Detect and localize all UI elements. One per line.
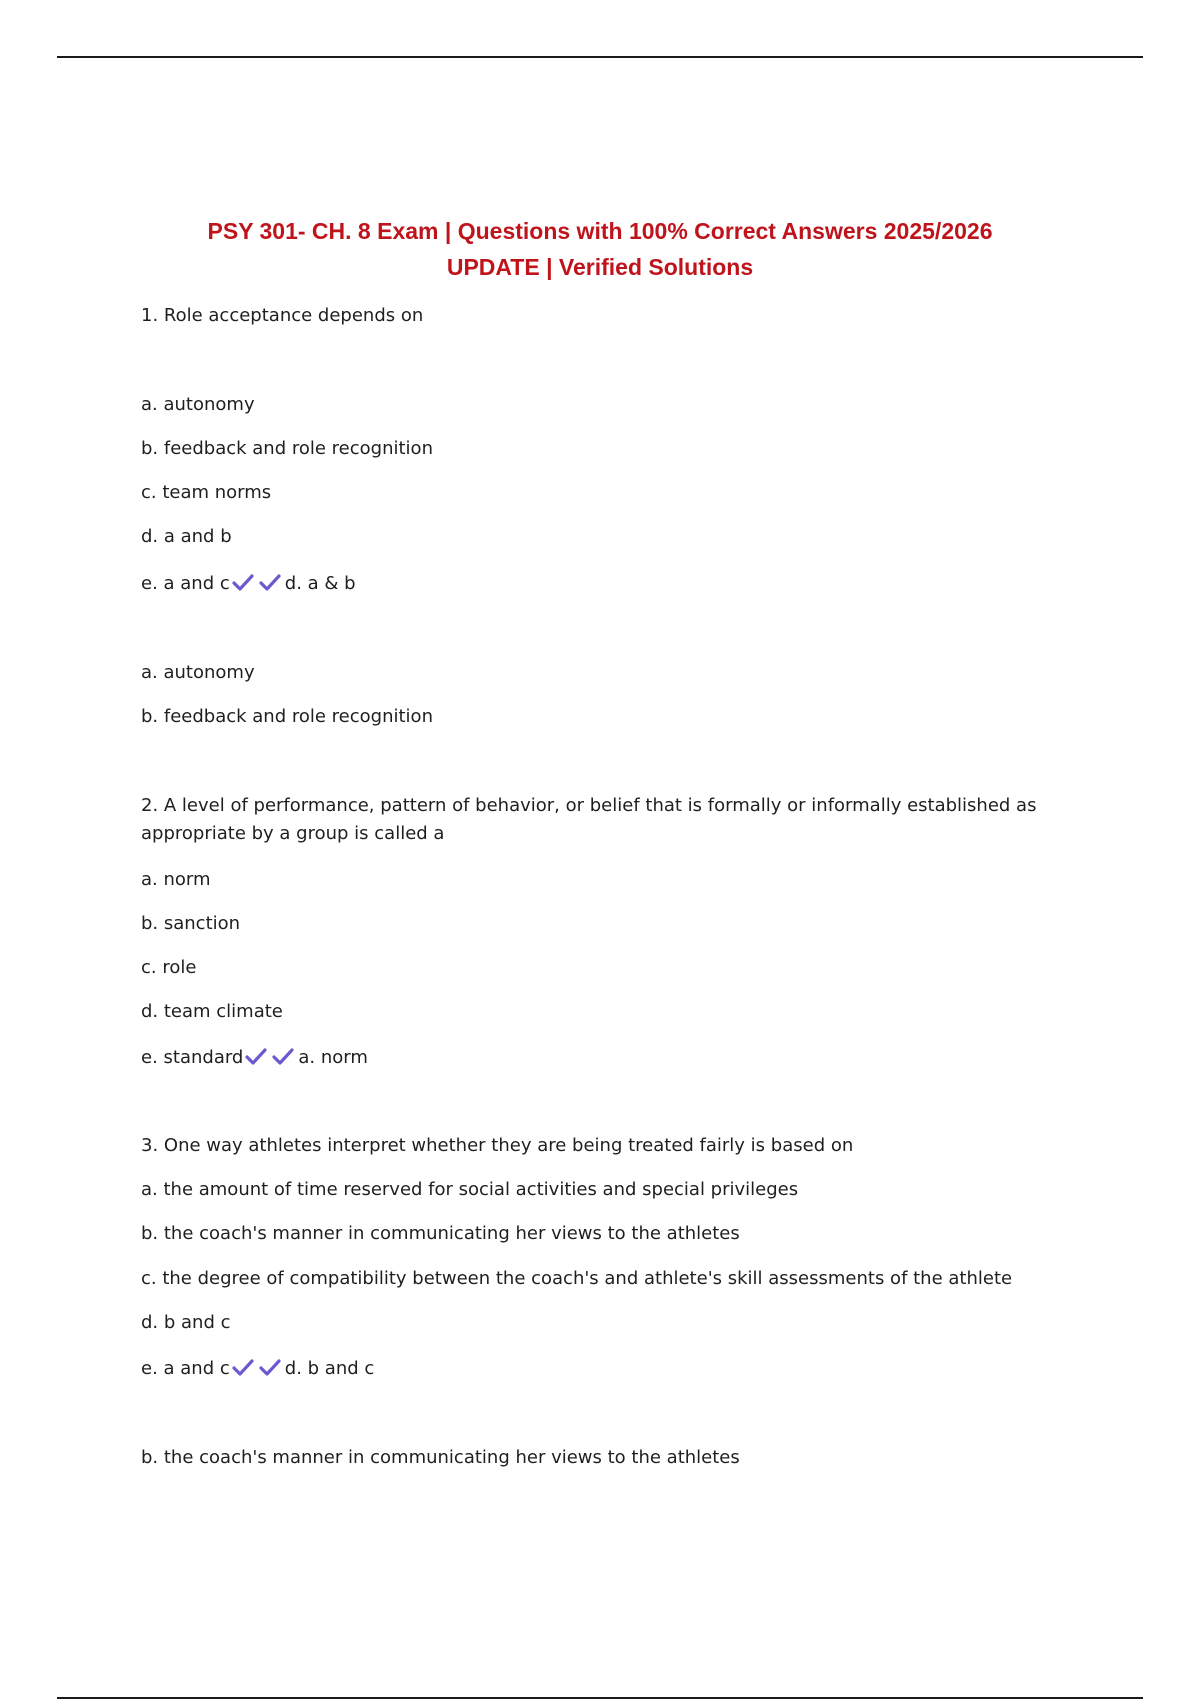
check-mark-icon bbox=[259, 1358, 281, 1376]
check-mark-icon bbox=[232, 1358, 254, 1376]
check-mark-icon bbox=[259, 573, 281, 591]
title-line-2: UPDATE | Verified Solutions bbox=[446, 254, 754, 280]
document-title bbox=[120, 213, 1080, 285]
correct-answer: d. a & b bbox=[284, 573, 356, 594]
option-a: a. the amount of time reserved for social activities and special privileges bbox=[141, 1179, 799, 1200]
question-prompt: 3. One way athletes interpret whether they are being treated fairly is based on bbox=[141, 1135, 854, 1156]
option-e-with-answer bbox=[141, 570, 356, 598]
option-e-with-answer bbox=[141, 1355, 374, 1383]
option-c: c. the degree of compatibility between the coach's and athlete's skill assessments of the athlete bbox=[141, 1268, 1013, 1289]
question-prompt: 2. A level of performance, pattern of behavior, or belief that is formally or informally established as appropriate by a group is called a bbox=[141, 795, 1037, 844]
explanation-line-2: b. feedback and role recognition bbox=[141, 706, 433, 727]
option-b: b. sanction bbox=[141, 913, 241, 934]
check-mark-icon bbox=[232, 573, 254, 591]
check-mark-icon bbox=[245, 1047, 267, 1065]
explanation-line-1: a. autonomy bbox=[141, 662, 255, 683]
bottom-rule bbox=[57, 1697, 1143, 1699]
option-e: e. a and c bbox=[141, 573, 230, 594]
option-d: d. b and c bbox=[141, 1312, 231, 1333]
option-d: d. team climate bbox=[141, 1001, 283, 1022]
title-line-1: PSY 301- CH. 8 Exam | Questions with 100% Correct Answers 2025/2026 bbox=[207, 218, 993, 244]
option-d: d. a and b bbox=[141, 526, 232, 547]
correct-answer: a. norm bbox=[298, 1047, 368, 1068]
question-prompt: 1. Role acceptance depends on bbox=[141, 305, 424, 326]
option-e-with-answer bbox=[141, 1044, 368, 1072]
option-c: c. team norms bbox=[141, 482, 272, 503]
option-a: a. norm bbox=[141, 869, 211, 890]
option-c: c. role bbox=[141, 957, 197, 978]
option-e: e. a and c bbox=[141, 1358, 230, 1379]
option-e: e. standard bbox=[141, 1047, 244, 1068]
check-mark-icon bbox=[272, 1047, 294, 1065]
top-rule bbox=[57, 56, 1143, 58]
option-b: b. the coach's manner in communicating her views to the athletes bbox=[141, 1223, 740, 1244]
option-a: a. autonomy bbox=[141, 394, 255, 415]
explanation-line-1: b. the coach's manner in communicating her views to the athletes bbox=[141, 1447, 740, 1468]
correct-answer: d. b and c bbox=[284, 1358, 375, 1379]
option-b: b. feedback and role recognition bbox=[141, 438, 433, 459]
